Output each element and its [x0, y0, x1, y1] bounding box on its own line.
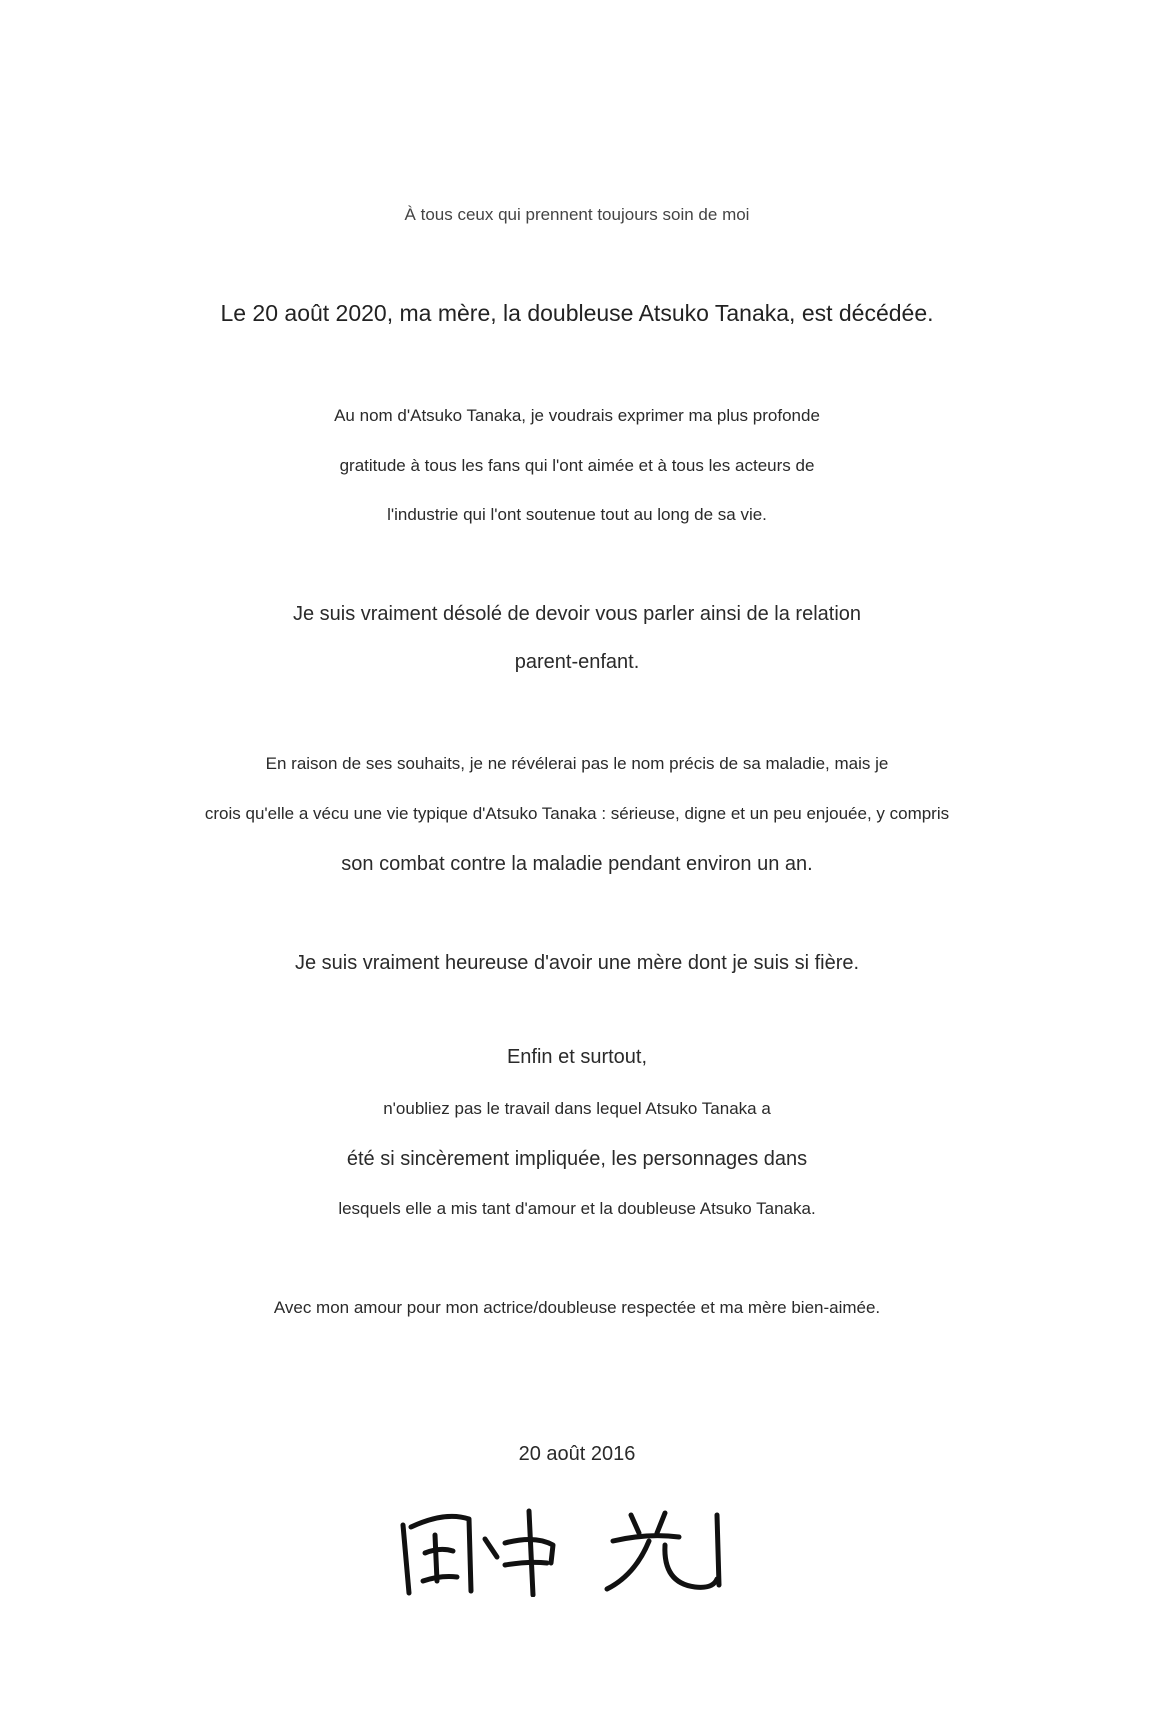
letter-date: 20 août 2016	[518, 1443, 636, 1465]
paragraph-3-line-3: son combat contre la maladie pendant environ un an.	[341, 853, 813, 875]
headline: Le 20 août 2020, ma mère, la doubleuse Atsuko Tanaka, est décédée.	[220, 300, 934, 326]
paragraph-5-line-3: lesquels elle a mis tant d'amour et la doubleuse Atsuko Tanaka.	[338, 1199, 816, 1218]
handwritten-signature	[395, 1505, 755, 1597]
closing-line: Avec mon amour pour mon actrice/doubleuse respectée et ma mère bien-aimée.	[273, 1298, 881, 1317]
paragraph-5-line-2: été si sincèrement impliquée, les personnages dans	[346, 1148, 808, 1170]
paragraph-5-line-1: n'oubliez pas le travail dans lequel Atsuko Tanaka a	[383, 1099, 771, 1118]
paragraph-1-line-1: Au nom d'Atsuko Tanaka, je voudrais exprimer ma plus profonde	[334, 406, 820, 425]
paragraph-3-line-2: crois qu'elle a vécu une vie typique d'Atsuko Tanaka : sérieuse, digne et un peu enjouée, y compris	[204, 804, 950, 823]
greeting-line: À tous ceux qui prennent toujours soin de moi	[404, 205, 750, 224]
paragraph-2-line-2: parent-enfant.	[514, 651, 640, 673]
paragraph-1-line-3: l'industrie qui l'ont soutenue tout au long de sa vie.	[387, 505, 767, 524]
paragraph-4: Je suis vraiment heureuse d'avoir une mère dont je suis si fière.	[294, 952, 860, 974]
paragraph-3-line-1: En raison de ses souhaits, je ne révélerai pas le nom précis de sa maladie, mais je	[265, 754, 889, 773]
paragraph-2-line-1: Je suis vraiment désolé de devoir vous parler ainsi de la relation	[292, 603, 862, 625]
paragraph-1-line-2: gratitude à tous les fans qui l'ont aimée et à tous les acteurs de	[339, 456, 815, 475]
paragraph-5-heading: Enfin et surtout,	[506, 1046, 648, 1068]
